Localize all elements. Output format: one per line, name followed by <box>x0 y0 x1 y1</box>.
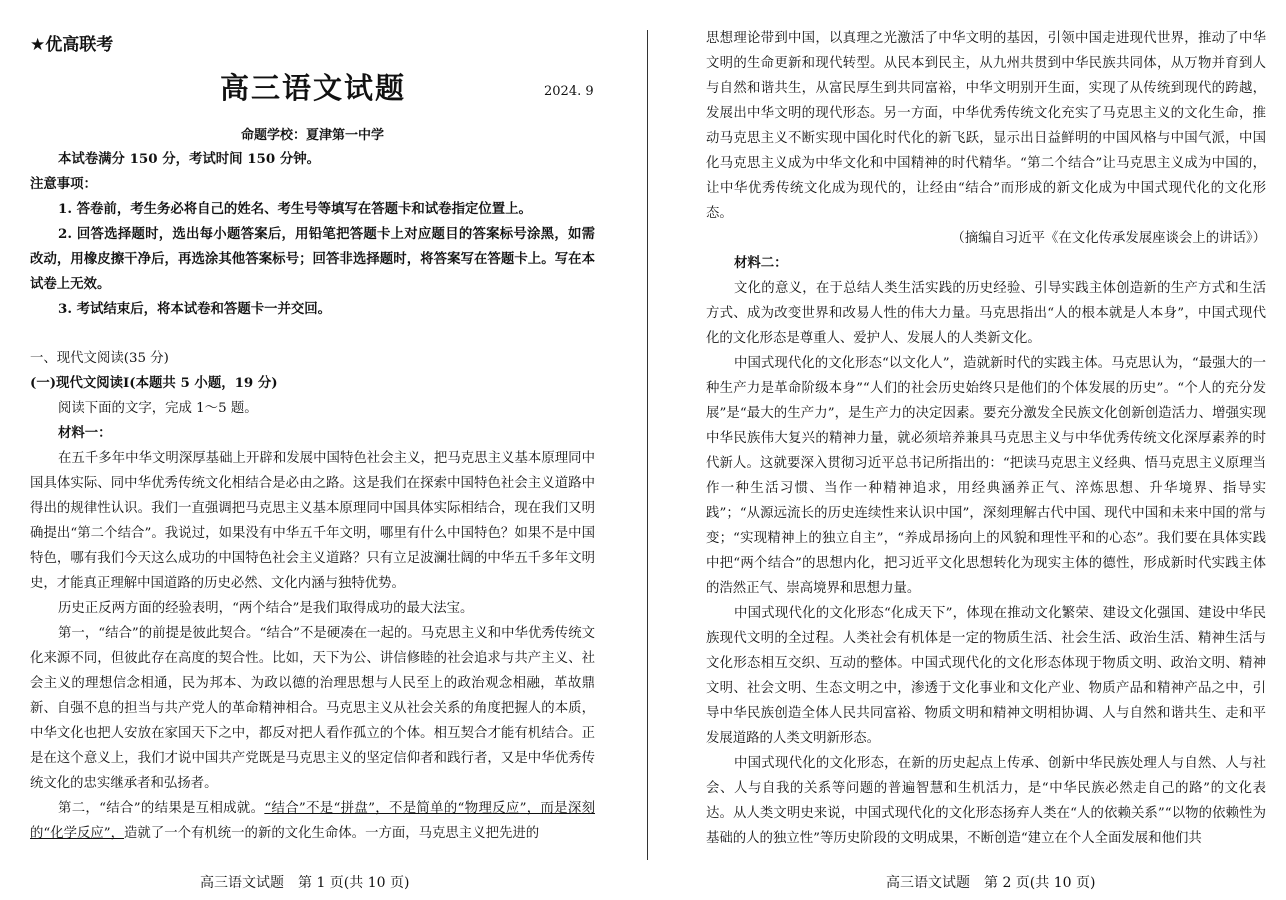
paragraph-lead: 第二，“结合”的结果是互相成就。 <box>58 801 265 816</box>
material-2-paragraph: 中国式现代化的文化形态，在新的历史起点上传承、创新中华民族处理人与自然、人与社会、人与自我的关系等问题的普遍智慧和生机活力，是“中华民族必然走自己的路”的文化表达。从人类文明史来说，中国式现代化的文化形态扬弃人类在“人的依赖关系”“以物的依赖性为基础的人的独立性”等历史阶段的文明成果，不断创造“建立在个人全面发展和他们共 <box>706 756 1266 846</box>
notice-item-2: 2. 回答选择题时，选出每小题答案后，用铅笔把答题卡上对应题目的答案标号涂黑，如需改动，用橡皮擦干净后，再选涂其他答案标号；回答非选择题时，将答案写在答题卡上。写在本试卷上无效。 <box>30 226 595 292</box>
material-1-continued: 思想理论带到中国，以真理之光激活了中华文明的基因，引领中国走进现代世界，推动了中华文明的生命更新和现代转型。从民本到民主，从九州共贯到中华民族共同体，从万物并育到人与自然和谐共生，从富民厚生到共同富裕，中华文明别开生面，实现了从传统到现代的跨越，发展出中华文明的现代形态。另一方面，中华优秀传统文化充实了马克思主义的文化生命，推动马克思主义不断实现中国化时代化的新飞跃，显示出日益鲜明的中国风格与中国气派，中国化马克思主义成为中华文化和中国精神的时代精华。“第二个结合”让马克思主义成为中国的，让中华优秀传统文化成为现代的，让经由“结合”而形成的新文化成为中国式现代化的文化形态。 <box>706 31 1266 221</box>
exam-date: 2024. 9 <box>544 84 594 99</box>
notice-item-1: 1. 答卷前，考生务必将自己的姓名、考生号等填写在答题卡和试卷指定位置上。 <box>58 201 532 217</box>
exam-notices <box>30 147 595 322</box>
reading-section <box>30 346 595 846</box>
score-line: 本试卷满分 150 分，考试时间 150 分钟。 <box>58 151 321 167</box>
paragraph-tail: 造就了一个有机统一的新的文化生命体。一方面，马克思主义把先进的 <box>124 826 540 841</box>
instruction-text: 阅读下面的文字，完成 1～5 题。 <box>58 401 258 416</box>
material-2-paragraph: 中国式现代化的文化形态“以文化人”，造就新时代的实践主体。马克思认为，“最强大的一种生产力是革命阶级本身”“人们的社会历史始终只是他们的个体发展的历史”。“个人的充分发展”是“最大的生产力”，是生产力的决定因素。要充分激发全民族文化创新创造活力、增强实现中华民族伟大复兴的精神力量，就必须培养兼具马克思主义与中华优秀传统文化深厚素养的时代新人。这就要深入贯彻习近平总书记所指出的：“把读马克思主义经典、悟马克思主义原理当作一种生活习惯、当作一种精神追求，用经典涵养正气、淬炼思想、升华境界、指导实践”；“从源远流长的历史连续性来认识中国”，深刻理解古代中国、现代中国和未来中国的常与变；“实现精神上的独立自主”，“养成昂扬向上的风貌和理性平和的心态”。我们要在具体实践中把“两个结合”的思想内化，把习近平文化思想转化为现实主体的德性，形成新时代实践主体的浩然正气、崇高境界和思想力量。 <box>706 356 1266 596</box>
page-divider <box>647 30 648 860</box>
school-line: 命题学校：夏津第一中学 <box>240 128 384 143</box>
material-1-paragraph: 历史正反两方面的经验表明，“两个结合”是我们取得成功的最大法宝。 <box>58 601 474 616</box>
material-2-label: 材料二： <box>734 255 788 271</box>
page-footer: 高三语文试题 第 1 页(共 10 页) <box>200 875 410 891</box>
notice-item-3: 3. 考试结束后，将本试卷和答题卡一并交回。 <box>58 301 332 317</box>
material-1-label: 材料一： <box>58 425 112 441</box>
subsection-heading: (一)现代文阅读Ⅰ(本题共 5 小题，19 分) <box>30 375 278 391</box>
material-1-paragraph: 第一，“结合”的前提是彼此契合。“结合”不是硬凑在一起的。马克思主义和中华优秀传统文化来源不同，但彼此存在高度的契合性。比如，天下为公、讲信修睦的社会追求与共产主义、社会主义的理想信念相通，民为邦本、为政以德的治理思想与人民至上的政治观念相融，革故鼎新、自强不息的担当与共产党人的革命精神相合。马克思主义从社会关系的角度把握人的本质，中华文化也把人安放在家国天下之中，都反对把人看作孤立的个体。相互契合才能有机结合。正是在这个意义上，我们才说中国共产党既是马克思主义的坚定信仰者和践行者，又是中华优秀传统文化的忠实继承者和弘扬者。 <box>30 626 595 791</box>
page-title: 高三语文试题 <box>220 71 407 105</box>
exam-badge: ★优高联考 <box>30 35 114 55</box>
underlined-phrase: “结合”不是“拼盘”，不是简单的“物理反应”，而是深刻的“化学反应”， <box>30 801 595 841</box>
page-2-body <box>706 26 1266 851</box>
material-2-paragraph: 中国式现代化的文化形态“化成天下”，体现在推动文化繁荣、建设文化强国、建设中华民族现代文明的全过程。人类社会有机体是一定的物质生活、社会生活、政治生活、精神生活与文化形态相互交织、互动的整体。中国式现代化的文化形态体现于物质文明、政治文明、精神文明、社会文明、生态文明之中，渗透于文化事业和文化产业、物质产品和精神产品之中，引导中华民族创造全体人民共同富裕、物质文明和精神文明相协调、人与自然和谐共生、走和平发展道路的人类文明新形态。 <box>706 606 1266 746</box>
source-citation: （摘编自习近平《在文化传承发展座谈会上的讲话》） <box>951 231 1266 246</box>
section-heading: 一、现代文阅读(35 分) <box>30 351 169 366</box>
page-footer: 高三语文试题 第 2 页(共 10 页) <box>886 875 1096 891</box>
material-2-paragraph: 文化的意义，在于总结人类生活实践的历史经验、引导实践主体创造新的生产方式和生活方式、成为改变世界和改易人性的伟大力量。马克思指出“人的根本就是人本身”，中国式现代化的文化形态是尊重人、爱护人、发展人的人类新文化。 <box>706 281 1266 346</box>
material-1-paragraph <box>30 796 595 846</box>
notice-heading: 注意事项： <box>30 176 97 192</box>
material-1-paragraph: 在五千多年中华文明深厚基础上开辟和发展中国特色社会主义，把马克思主义基本原理同中国具体实际、同中华优秀传统文化相结合是必由之路。这是我们在探索中国特色社会主义道路中得出的规律性认识。我们一直强调把马克思主义基本原理同中国具体实际相结合，现在我们又明确提出“第二个结合”。我说过，如果没有中华五千年文明，哪里有什么中国特色？如果不是中国特色，哪有我们今天这么成功的中国特色社会主义道路？只有立足波澜壮阔的中华五千多年文明史，才能真正理解中国道路的历史必然、文化内涵与独特优势。 <box>30 451 595 591</box>
